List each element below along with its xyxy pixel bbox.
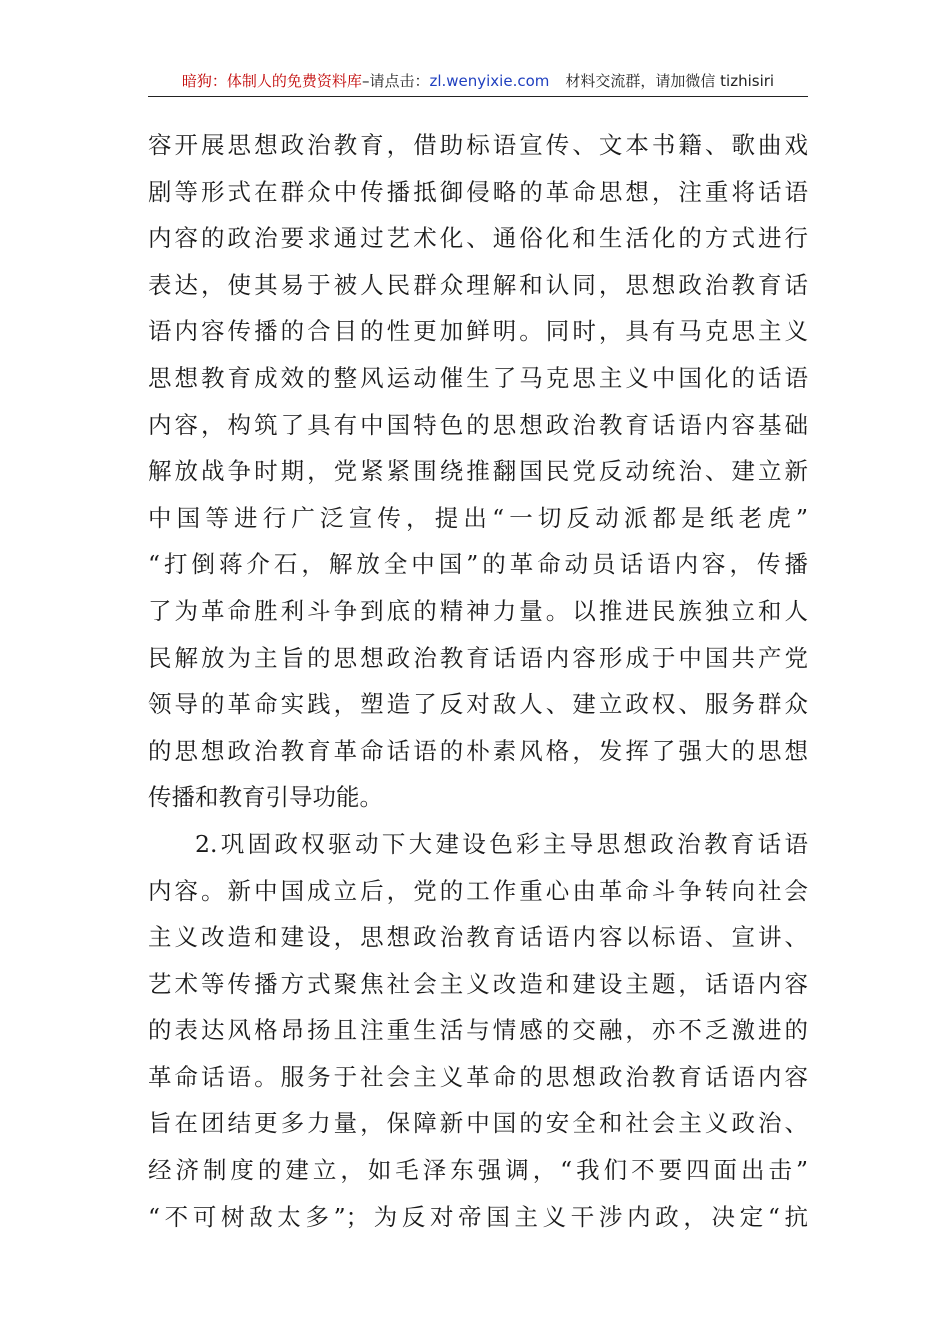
text-line: 内容的政治要求通过艺术化、通俗化和生活化的方式进行 [148,224,808,253]
page-header [148,66,808,97]
header-prompt: –请点击： [361,72,430,90]
text-line: 剧等形式在群众中传播抵御侵略的革命思想，注重将话语 [148,177,808,206]
text-line: 容开展思想政治教育，借助标语宣传、文本书籍、歌曲戏 [148,131,808,159]
header-link[interactable]: zl.wenyixie.com [429,72,550,90]
text-line: 表达，使其易于被人民群众理解和认同，思想政治教育话 [148,270,808,299]
text-line: 内容。新中国成立后，党的工作重心由革命斗争转向社会 [148,876,808,905]
text-line: 的思想政治教育革命话语的朴素风格，发挥了强大的思想 [148,736,808,765]
text-line: “不可树敌太多”；为反对帝国主义干涉内政，决定“抗 [148,1202,808,1231]
text-line: 中国等进行广泛宣传，提出“一切反动派都是纸老虎” [148,503,808,532]
document-body [148,122,808,1240]
text-line: 经济制度的建立，如毛泽东强调，“我们不要四面出击” [148,1156,808,1185]
text-line: 民解放为主旨的思想政治教育话语内容形成于中国共产党 [148,643,808,672]
text-line: 了为革命胜利斗争到底的精神力量。以推进民族独立和人 [148,596,808,625]
text-line: 领导的革命实践，塑造了反对敌人、建立政权、服务群众 [148,690,808,719]
text-line: 革命话语。服务于社会主义革命的思想政治教育话语内容 [148,1062,808,1091]
header-brand: 暗狗：体制人的免费资料库 [181,72,362,90]
text-line: “打倒蒋介石，解放全中国”的革命动员话语内容，传播 [148,550,808,579]
text-line: 主义改造和建设，思想政治教育话语内容以标语、宣讲、 [148,923,808,952]
text-line: 传播和教育引导功能。 [148,783,383,812]
text-line: 旨在团结更多力量，保障新中国的安全和社会主义政治、 [148,1109,808,1138]
text-line: 的表达风格昂扬且注重生活与情感的交融，亦不乏激进的 [148,1016,808,1045]
text-line: 内容，构筑了具有中国特色的思想政治教育话语内容基础 [148,410,808,439]
text-line: 解放战争时期，党紧紧围绕推翻国民党反动统治、建立新 [148,457,808,486]
section-heading-line: 2.巩固政权驱动下大建设色彩主导思想政治教育话语 [195,829,808,858]
header-note: 材料交流群，请加微信 tizhisiri [565,72,775,90]
text-line: 艺术等传播方式聚焦社会主义改造和建设主题，话语内容 [148,969,808,998]
text-line: 思想教育成效的整风运动催生了马克思主义中国化的话语 [148,363,808,392]
text-line: 语内容传播的合目的性更加鲜明。同时，具有马克思主义 [148,317,808,346]
